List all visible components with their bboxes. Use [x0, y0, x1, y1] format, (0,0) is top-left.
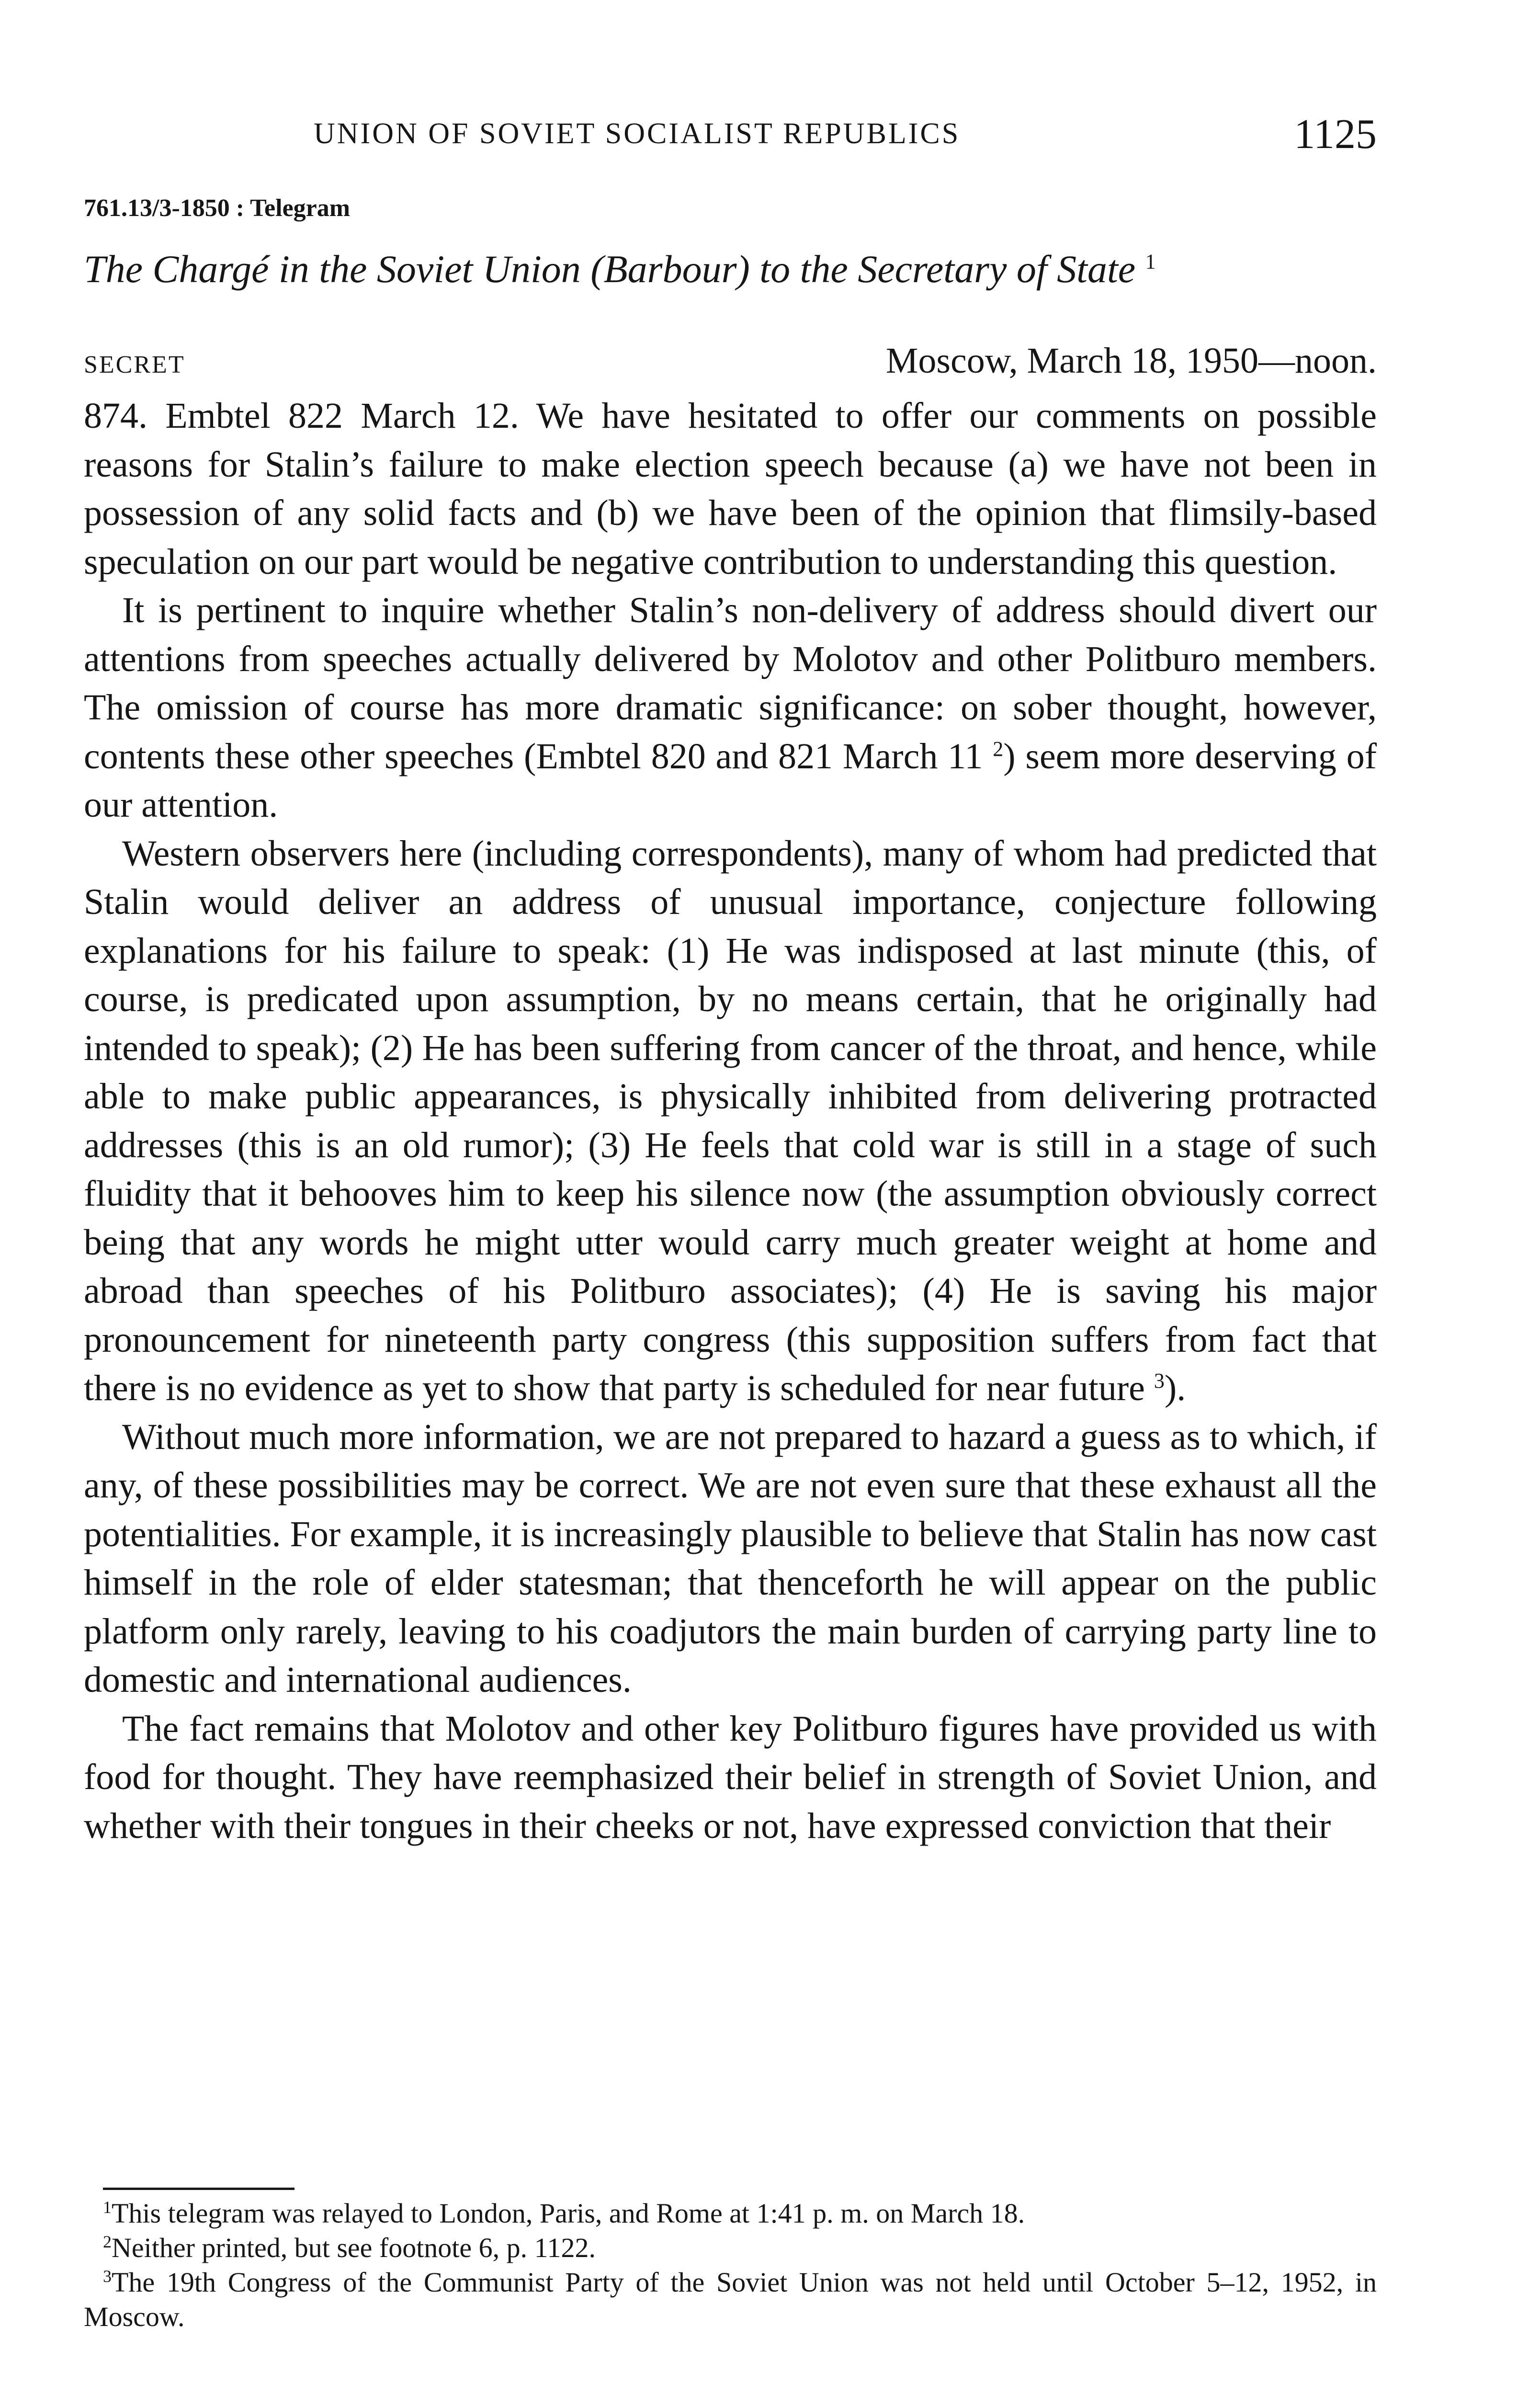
paragraph-2 [84, 586, 1377, 830]
paragraph-3-text-a: Western observers here (including correspondents), many of whom had predicted that Stalin would deliver an address of unusual importance, conjecture following explanations for his failure to speak: (1) He was indisposed at last minute (this, of course, is predicated upon assumption, by no means certain, that he originally had intended to speak); (2) He has been suffering from cancer of the throat, and hence, while able to make public appearances, is physically inhibited from delivering protracted addresses (this is an old rumor); (3) He feels that cold war is still in a stage of such fluidity that it behooves him to keep his silence now (the assumption obviously correct being that any words he might utter would carry much greater weight at home and abroad than speeches of his Politburo associates); (4) He is saving his major pronouncement for nineteenth party congress (this supposition suffers from fact that there is no evidence as yet to show that party is scheduled for near future [84, 833, 1377, 1408]
footnote-1 [84, 2196, 1377, 2231]
paragraph-2-text-a: It is pertinent to inquire whether Stalin’s non-delivery of address should divert our attentions from speeches actually delivered by Molotov and other Politburo members. The omission of course has more dramatic significance: on sober thought, however, contents these other speeches (Embtel 820 and 821 March 11 [84, 590, 1377, 776]
footnote-text: Neither printed, but see footnote 6, p. 1122. [112, 2232, 596, 2263]
paragraph-3-text-b: ). [1164, 1368, 1186, 1408]
footnote-number: 2 [103, 2232, 112, 2251]
footnote-number: 1 [103, 2198, 112, 2217]
document-title-text: The Chargé in the Soviet Union (Barbour) to the Secretary of State [84, 247, 1136, 291]
running-title: UNION OF SOVIET SOCIALIST REPUBLICS [314, 117, 961, 150]
running-head [84, 110, 1377, 163]
footnote-text: This telegram was relayed to London, Paris, and Rome at 1:41 p. m. on March 18. [112, 2198, 1025, 2229]
footnote-3 [84, 2265, 1377, 2334]
paragraph-4: Without much more information, we are not prepared to hazard a guess as to which, if any, of these possibilities may be correct. We are not even sure that these exhaust all the potentialities. For example, it is increasingly plausible to believe that Stalin has now cast himself in the role of elder statesman; that thenceforth he will appear on the public platform only rarely, leaving to his coadjutors the main burden of carrying party line to domestic and international audiences. [84, 1416, 1377, 1700]
footnote-text: The 19th Congress of the Communist Party of the Soviet Union was not held until October 5–12, 1952, in Moscow. [84, 2267, 1377, 2332]
footnote-ref-3: 3 [1154, 1369, 1165, 1392]
dateline: Moscow, March 18, 1950—noon. [885, 341, 1377, 381]
footnote-2 [84, 2231, 1377, 2265]
footnote-number: 3 [103, 2267, 112, 2286]
page-number: 1125 [1294, 111, 1377, 158]
footnotes [84, 2196, 1377, 2334]
document-meta [84, 340, 1377, 388]
paragraph-3 [84, 830, 1377, 1413]
paragraph-2-text-b: ) seem more deserving of our attention. [84, 736, 1377, 825]
document-file-number: 761.13/3-1850 : Telegram [84, 194, 351, 222]
footnote-ref-1: 1 [1145, 250, 1156, 274]
footnote-ref-2: 2 [993, 737, 1004, 761]
paragraph-1: 874. Embtel 822 March 12. We have hesitated to offer our comments on possible reasons for Stalin’s failure to make election speech because (a) we have not been in possession of any solid facts and (b) we have been of the opinion that flimsily-based speculation on our part would be negative contribution to understanding this question. [84, 396, 1377, 582]
classification-label: SECRET [84, 351, 185, 378]
footnote-divider [103, 2188, 294, 2190]
document-title [84, 247, 1156, 292]
telegram-body [84, 392, 1377, 1850]
paragraph-5: The fact remains that Molotov and other key Politburo figures have provided us with food for thought. They have reemphasized their belief in strength of Soviet Union, and whether with their tongues in their cheeks or not, have expressed conviction that their [84, 1708, 1377, 1846]
